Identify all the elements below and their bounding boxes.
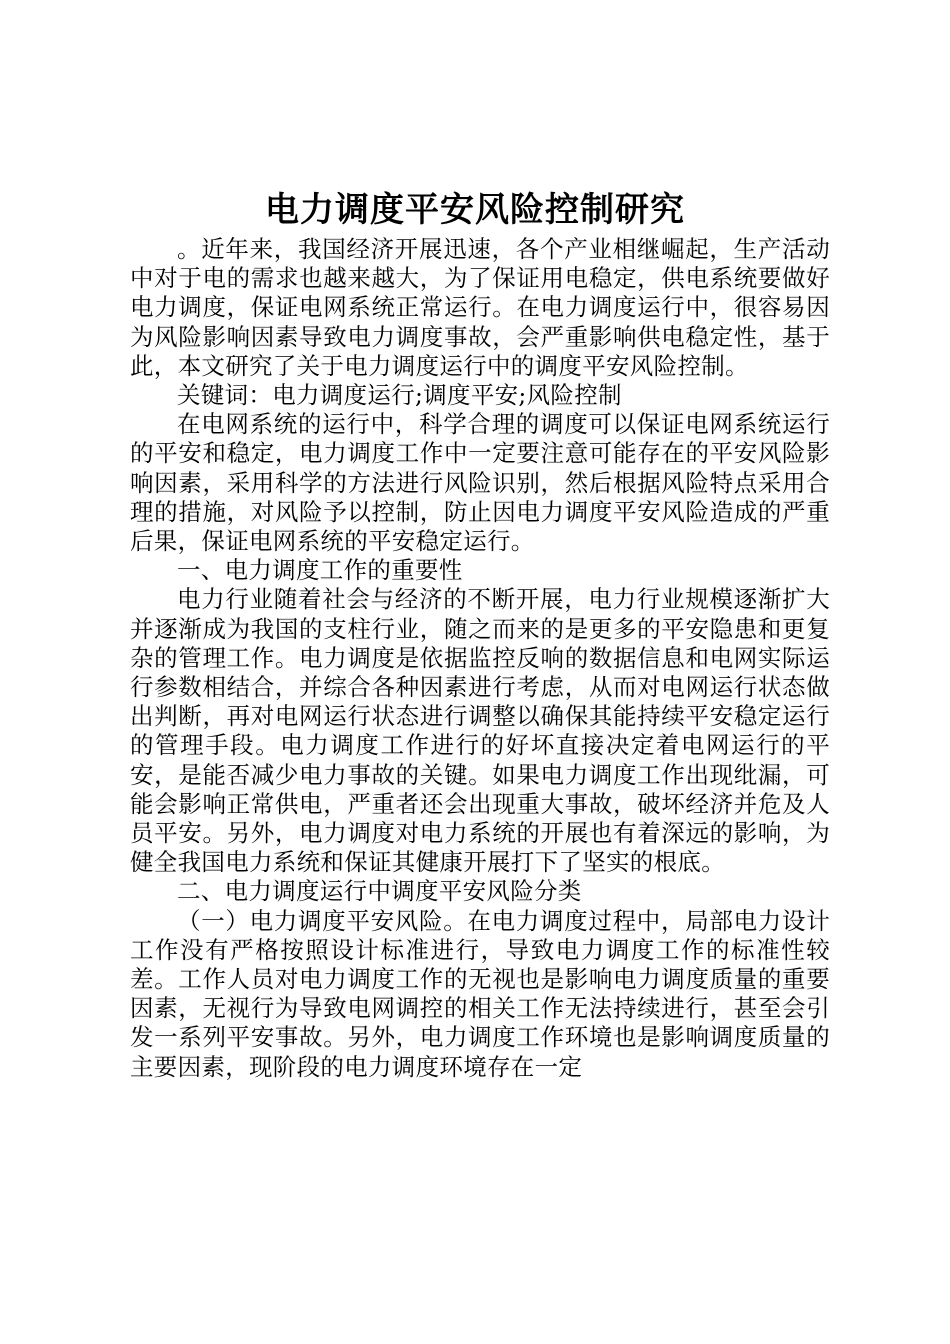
abstract-paragraph: 。近年来，我国经济开展迅速，各个产业相继崛起，生产活动中对于电的需求也越来越大，为了保证用电稳定，供电系统要做好电力调度，保证电网系统正常运行。在电力调度运行中，很容易因为风险影响因素导致电力调度事故，会严重影响供电稳定性，基于此，本文研究了关于电力调度运行中的调度平安风险控制。 — [130, 235, 830, 380]
section-2-paragraph: （一）电力调度平安风险。在电力调度过程中，局部电力设计工作没有严格按照设计标准进行，导致电力调度工作的标准性较差。工作人员对电力调度工作的无视也是影响电力调度质量的重要因素，无视行为导致电网调控的相关工作无法持续进行，甚至会引发一系列平安事故。另外，电力调度工作环境也是影响调度质量的主要因素，现阶段的电力调度环境存在一定 — [130, 906, 830, 1081]
section-1-paragraph: 电力行业随着社会与经济的不断开展，电力行业规模逐渐扩大并逐渐成为我国的支柱行业，随之而来的是更多的平安隐患和更复杂的管理工作。电力调度是依据监控反响的数据信息和电网实际运行参数相结合，并综合各种因素进行考虑，从而对电网运行状态做出判断，再对电网运行状态进行调整以确保其能持续平安稳定运行的管理手段。电力调度工作进行的好坏直接决定着电网运行的平安，是能否减少电力事故的关键。如果电力调度工作出现纰漏，可能会影响正常供电，严重者还会出现重大事故，破坏经济并危及人员平安。另外，电力调度对电力系统的开展也有着深远的影响，为健全我国电力系统和保证其健康开展打下了坚实的根底。 — [130, 585, 830, 877]
keywords-paragraph: 关键词：电力调度运行;调度平安;风险控制 — [177, 381, 622, 410]
document-body — [130, 235, 830, 1082]
document-title: 电力调度平安风险控制研究 — [265, 190, 685, 230]
section-heading-1: 一、电力调度工作的重要性 — [177, 556, 463, 585]
intro-paragraph: 在电网系统的运行中，科学合理的调度可以保证电网系统运行的平安和稳定，电力调度工作中一定要注意可能存在的平安风险影响因素，采用科学的方法进行风险识别，然后根据风险特点采用合理的措施，对风险予以控制，防止因电力调度平安风险造成的严重后果，保证电网系统的平安稳定运行。 — [130, 410, 830, 556]
section-heading-2: 二、电力调度运行中调度平安风险分类 — [177, 877, 582, 906]
